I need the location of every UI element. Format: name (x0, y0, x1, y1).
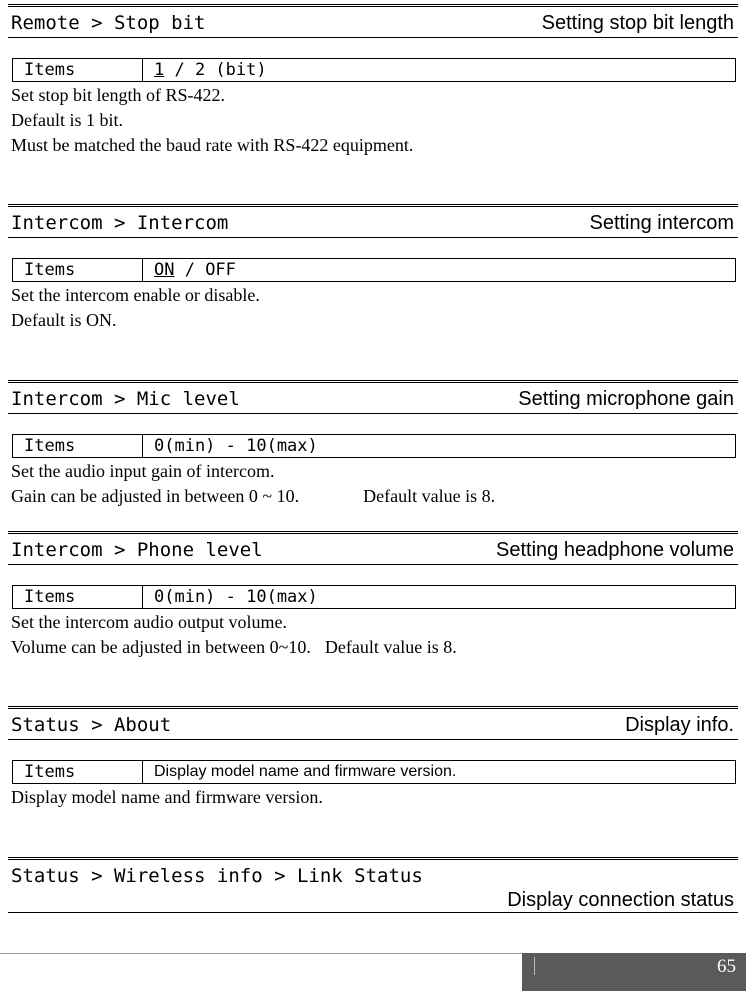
items-default-option: ON (154, 260, 175, 280)
items-table (12, 434, 736, 458)
menu-path: Status > Wireless info > Link Status (11, 865, 423, 887)
section-link-status (8, 857, 738, 913)
items-label: Items (13, 435, 143, 457)
menu-path: Remote > Stop bit (11, 12, 206, 34)
default-text: Default value is 8. (324, 637, 457, 657)
description (11, 785, 738, 810)
description-line: Set the intercom enable or disable. (11, 285, 260, 305)
section-about (8, 706, 738, 810)
section-title: Setting stop bit length (541, 12, 734, 34)
menu-path: Intercom > Phone level (11, 539, 263, 561)
items-value (143, 59, 735, 81)
section-header (8, 380, 738, 414)
section-header (8, 4, 738, 38)
description-line: Set the intercom audio output volume. (11, 612, 287, 632)
section-header (8, 204, 738, 238)
footer-page-box (522, 953, 746, 991)
items-label: Items (13, 586, 143, 608)
description-line (11, 635, 738, 660)
items-other-options: / 2 (bit) (164, 60, 267, 80)
description (11, 283, 738, 333)
description-line: Display model name and firmware version. (11, 787, 323, 807)
description (11, 459, 738, 509)
items-other-options: / OFF (174, 260, 236, 280)
items-value: Display model name and firmware version. (154, 763, 457, 780)
items-default-option: 1 (154, 60, 165, 80)
description-line (11, 484, 738, 509)
items-label: Items (13, 59, 143, 81)
menu-path: Intercom > Intercom (11, 212, 229, 234)
description (11, 610, 738, 660)
range-text: Gain can be adjusted in between 0 ~ 10. (11, 486, 300, 506)
items-value (143, 259, 735, 281)
section-title: Setting headphone volume (496, 539, 734, 561)
section-title: Display info. (625, 714, 734, 736)
items-table (12, 585, 736, 609)
section-title: Setting intercom (589, 212, 734, 234)
footer-rule (0, 953, 522, 954)
items-table (12, 760, 736, 784)
description-line: Set stop bit length of RS-422. (11, 85, 226, 105)
range-text: Volume can be adjusted in between 0~10. (11, 637, 311, 657)
section-header (8, 706, 738, 740)
description-line: Default is ON. (11, 310, 117, 330)
section-header (8, 857, 738, 913)
section-stop-bit (8, 4, 738, 158)
menu-path: Intercom > Mic level (11, 388, 240, 410)
default-text: Default value is 8. (363, 486, 496, 506)
section-title: Setting microphone gain (518, 388, 734, 410)
items-value: 0(min) - 10(max) (154, 587, 318, 607)
section-title: Display connection status (507, 889, 734, 911)
description-line: Default is 1 bit. (11, 110, 123, 130)
section-phone-level (8, 531, 738, 660)
footer-divider (534, 957, 535, 975)
page-number: 65 (717, 956, 736, 977)
description-line: Set the audio input gain of intercom. (11, 461, 275, 481)
description (11, 83, 738, 158)
items-table (12, 58, 736, 82)
items-label: Items (13, 259, 143, 281)
section-mic-level (8, 380, 738, 509)
section-intercom (8, 204, 738, 333)
items-value: 0(min) - 10(max) (154, 436, 318, 456)
items-table (12, 258, 736, 282)
description-line: Must be matched the baud rate with RS-422 equipment. (11, 135, 414, 155)
items-label: Items (13, 761, 143, 783)
menu-path: Status > About (11, 714, 172, 736)
section-header (8, 531, 738, 565)
